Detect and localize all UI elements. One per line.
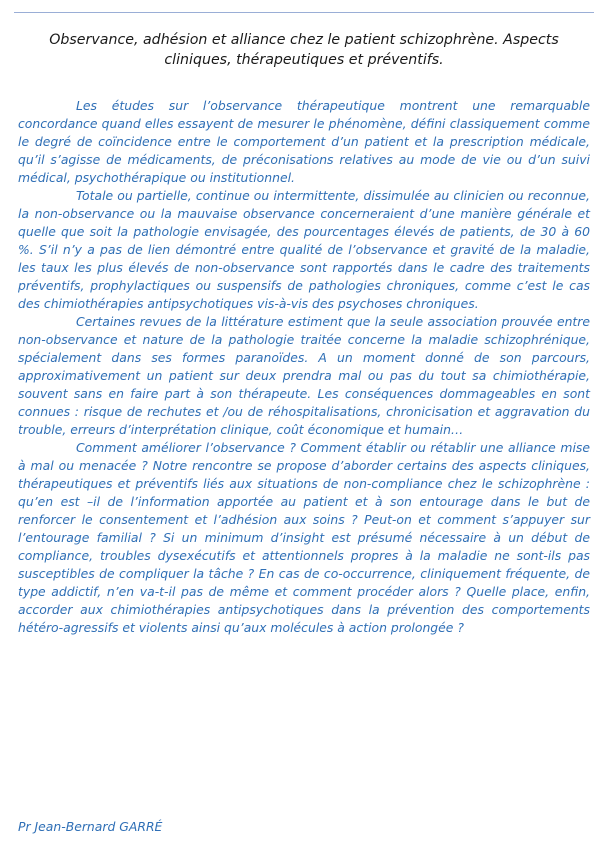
top-divider xyxy=(14,12,594,13)
document-body xyxy=(18,97,590,637)
paragraph-schizophrenia-association: Certaines revues de la littérature estiment que la seule association prouvée entre non-observance et nature de la pathologie traitée concerne la maladie schizophrénique, spécialement dans ses formes paranoïdes. A un moment donné de son parcours, approximativement un patient sur deux prendra mal ou pas du tout sa chimiothérapie, souvent sans en faire part à son thérapeute. Les conséquences dommageables en sont connues : risque de rechutes et /ou de réhospitalisations, chronicisation et aggravation du trouble, erreurs d’interprétation clinique, coût économique et humain… xyxy=(18,314,590,437)
paragraph-observance-studies: Les études sur l’observance thérapeutique montrent une remarquable concordance quand elles essayent de mesurer le phénomène, défini classiquement comme le degré de coïncidence entre le comportement d’un patient et la prescription médicale, qu’il s’agisse de médicaments, de préconisations relatives au mode de vie ou d’un suivi médical, psychothérapique ou institutionnel. xyxy=(18,98,590,185)
author-signature: Pr Jean-Bernard GARRÉ xyxy=(18,819,163,834)
paragraph-non-observance-rates: Totale ou partielle, continue ou intermittente, dissimulée au clinicien ou reconnue, la non-observance ou la mauvaise observance concerneraient d’une manière générale et quelle que soit la pathologie envisagée, des pourcentages élevés de patients, de 30 à 60 %. S’il n’y a pas de lien démontré entre qualité de l’observance et gravité de la maladie, les taux les plus élevés de non-observance sont rapportés dans le cadre des traitements préventifs, prophylactiques ou suspensifs de pathologies chroniques, comme c’est le cas des chimiothérapies antipsychotiques vis-à-vis des psychoses chroniques. xyxy=(18,188,590,311)
document-title: Observance, adhésion et alliance chez le patient schizophrène. Aspects cliniques, thérapeutiques et préventifs. xyxy=(49,32,559,68)
paragraph-improving-observance: Comment améliorer l’observance ? Comment établir ou rétablir une alliance mise à mal ou menacée ? Notre rencontre se propose d’aborder certains des aspects cliniques, thérapeutiques et préventifs liés aux situations de non-compliance chez le schizophrène : qu’en est –il de l’information apportée au patient et à son entourage dans le but de renforcer le consentement et l’adhésion aux soins ? Peut-on et comment s’appuyer sur l’entourage familial ? Si un minimum d’insight est présumé nécessaire à un début de compliance, troubles dysexécutifs et attentionnels propres à la maladie ne sont-ils pas susceptibles de compliquer la tâche ? En cas de co-occurrence, cliniquement fréquente, de type addictif, n’en va-t-il pas de même et comment procéder alors ? Quelle place, enfin, accorder aux chimiothérapies antipsychotiques dans la prévention des comportements hétéro-agressifs et violents ainsi qu’aux molécules à action prolongée ? xyxy=(18,440,590,635)
